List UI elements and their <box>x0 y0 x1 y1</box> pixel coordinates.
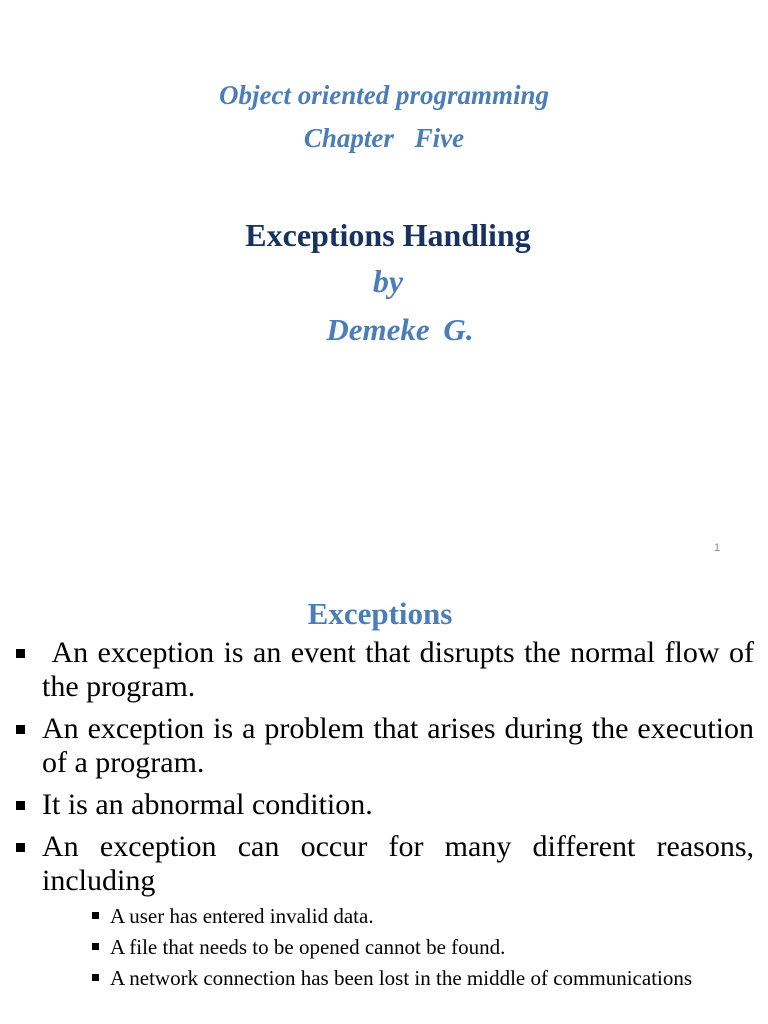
square-bullet-icon <box>16 843 25 852</box>
slide-heading: Exceptions <box>307 596 453 631</box>
author-name: Demeke G. <box>326 312 474 347</box>
list-item <box>92 904 754 929</box>
list-item <box>14 788 754 822</box>
square-bullet-icon <box>16 725 25 734</box>
square-bullet-icon <box>92 912 99 919</box>
by-label: by <box>372 263 404 299</box>
sub-bullet-text: A network connection has been lost in the middle of communications <box>110 966 693 990</box>
sub-bullet-text: A user has entered invalid data. <box>110 904 374 928</box>
slide-title: Exceptions Handling <box>245 217 531 253</box>
square-bullet-icon <box>92 974 99 981</box>
course-title: Object oriented programming <box>219 80 549 110</box>
bullet-text: An exception can occur for many different reasons, including <box>42 830 754 897</box>
bullet-text: An exception is an event that disrupts the normal flow of the program. <box>42 636 762 703</box>
chapter-label: Chapter Five <box>303 123 465 153</box>
square-bullet-icon <box>16 649 25 658</box>
list-item <box>14 830 754 898</box>
slide-2 <box>0 572 768 1024</box>
square-bullet-icon <box>16 801 25 810</box>
list-item <box>92 966 754 991</box>
bullet-list <box>14 636 762 906</box>
list-item <box>92 935 754 960</box>
bullet-text: An exception is a problem that arises during the execution of a program. <box>42 712 754 779</box>
page-number: 1 <box>714 542 721 554</box>
list-item <box>14 636 762 704</box>
square-bullet-icon <box>92 943 99 950</box>
list-item <box>14 712 754 780</box>
sub-bullet-list <box>92 904 754 997</box>
bullet-text: It is an abnormal condition. <box>42 788 373 821</box>
sub-bullet-text: A file that needs to be opened cannot be found. <box>110 935 506 959</box>
